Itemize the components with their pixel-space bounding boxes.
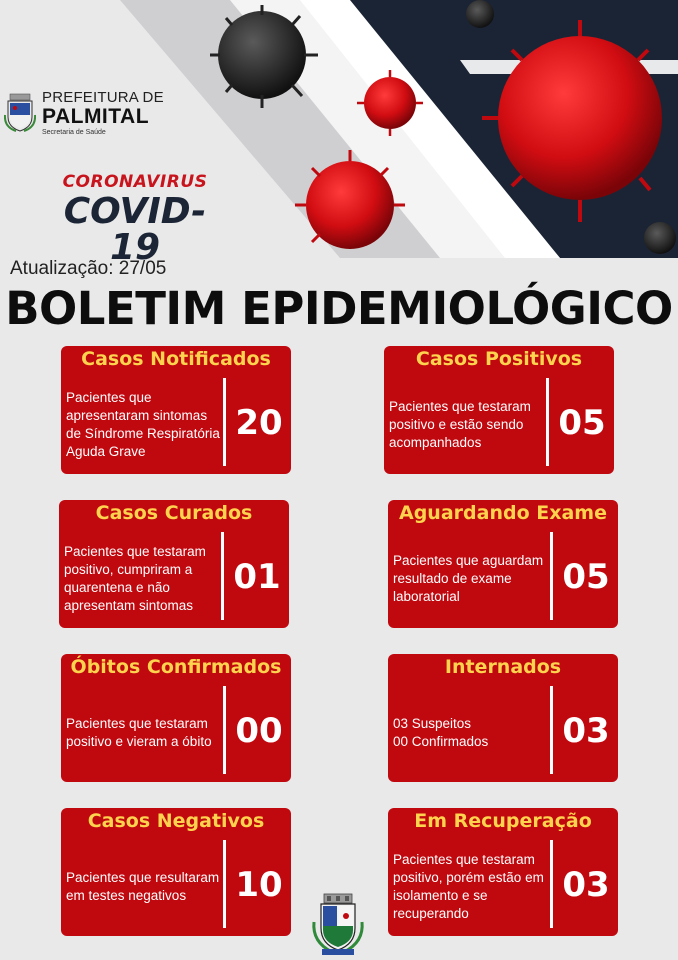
card-divider (550, 686, 553, 774)
card-value: 01 (233, 557, 281, 597)
card-description: Pacientes que apresentaram sintomas de Síndrome Respiratória Aguda Grave (66, 390, 220, 459)
card-em-recuperacao (388, 808, 618, 936)
card-casos-notificados (61, 346, 291, 474)
bottom-coat-of-arms-icon (310, 892, 366, 956)
card-divider (550, 840, 553, 928)
logo-line-2: PALMITAL (42, 105, 150, 128)
card-description: Pacientes que resultaram em testes negativos (66, 870, 220, 903)
card-casos-curados (59, 500, 289, 628)
card-description: Pacientes que aguardam resultado de exame laboratorial (393, 553, 544, 604)
card-casos-positivos (384, 346, 614, 474)
card-aguardando-exame (388, 500, 618, 628)
card-divider (223, 840, 226, 928)
card-description: Pacientes que testaram positivo e vieram a óbito (66, 716, 212, 749)
card-divider (223, 378, 226, 466)
card-title: Óbitos Confirmados (70, 656, 282, 678)
coat-of-arms-icon (4, 93, 36, 133)
card-title: Casos Negativos (87, 810, 265, 832)
card-description: 03 Suspeitos 00 Confirmados (393, 716, 489, 749)
page-title: BOLETIM EPIDEMIOLÓGICO (5, 282, 673, 335)
card-value: 03 (562, 711, 610, 751)
coronavirus-label: CORONAVIRUS (62, 172, 208, 192)
card-title: Casos Curados (95, 502, 253, 524)
card-title: Casos Notificados (81, 348, 271, 370)
covid-heading (40, 172, 230, 266)
card-title: Internados (444, 656, 562, 678)
covid19-label: COVID-19 (63, 191, 207, 268)
prefeitura-logo (4, 90, 164, 136)
card-description: Pacientes que testaram positivo, cumpriram a quarentena e não apresentam sintomas (64, 544, 206, 613)
card-value: 05 (558, 403, 606, 443)
card-value: 03 (562, 865, 610, 905)
card-value: 20 (235, 403, 283, 443)
card-divider (221, 532, 224, 620)
card-casos-negativos (61, 808, 291, 936)
card-value: 05 (562, 557, 610, 597)
card-title: Em Recuperação (414, 810, 592, 832)
update-date: Atualização: 27/05 (10, 258, 167, 279)
card-internados (388, 654, 618, 782)
card-description: Pacientes que testaram positivo, porém estão em isolamento e se recuperando (393, 852, 544, 921)
card-title: Aguardando Exame (399, 502, 607, 524)
card-title: Casos Positivos (415, 348, 583, 370)
card-divider (550, 532, 553, 620)
card-value: 00 (235, 711, 283, 751)
card-description: Pacientes que testaram positivo e estão sendo acompanhados (389, 399, 531, 450)
card-divider (223, 686, 226, 774)
logo-line-3: Secretaria de Saúde (42, 129, 106, 136)
small-dark-virus-icon (466, 0, 494, 28)
card-divider (546, 378, 549, 466)
card-value: 10 (235, 865, 283, 905)
card-obitos-confirmados (61, 654, 291, 782)
logo-line-1: PREFEITURA DE (42, 89, 164, 106)
